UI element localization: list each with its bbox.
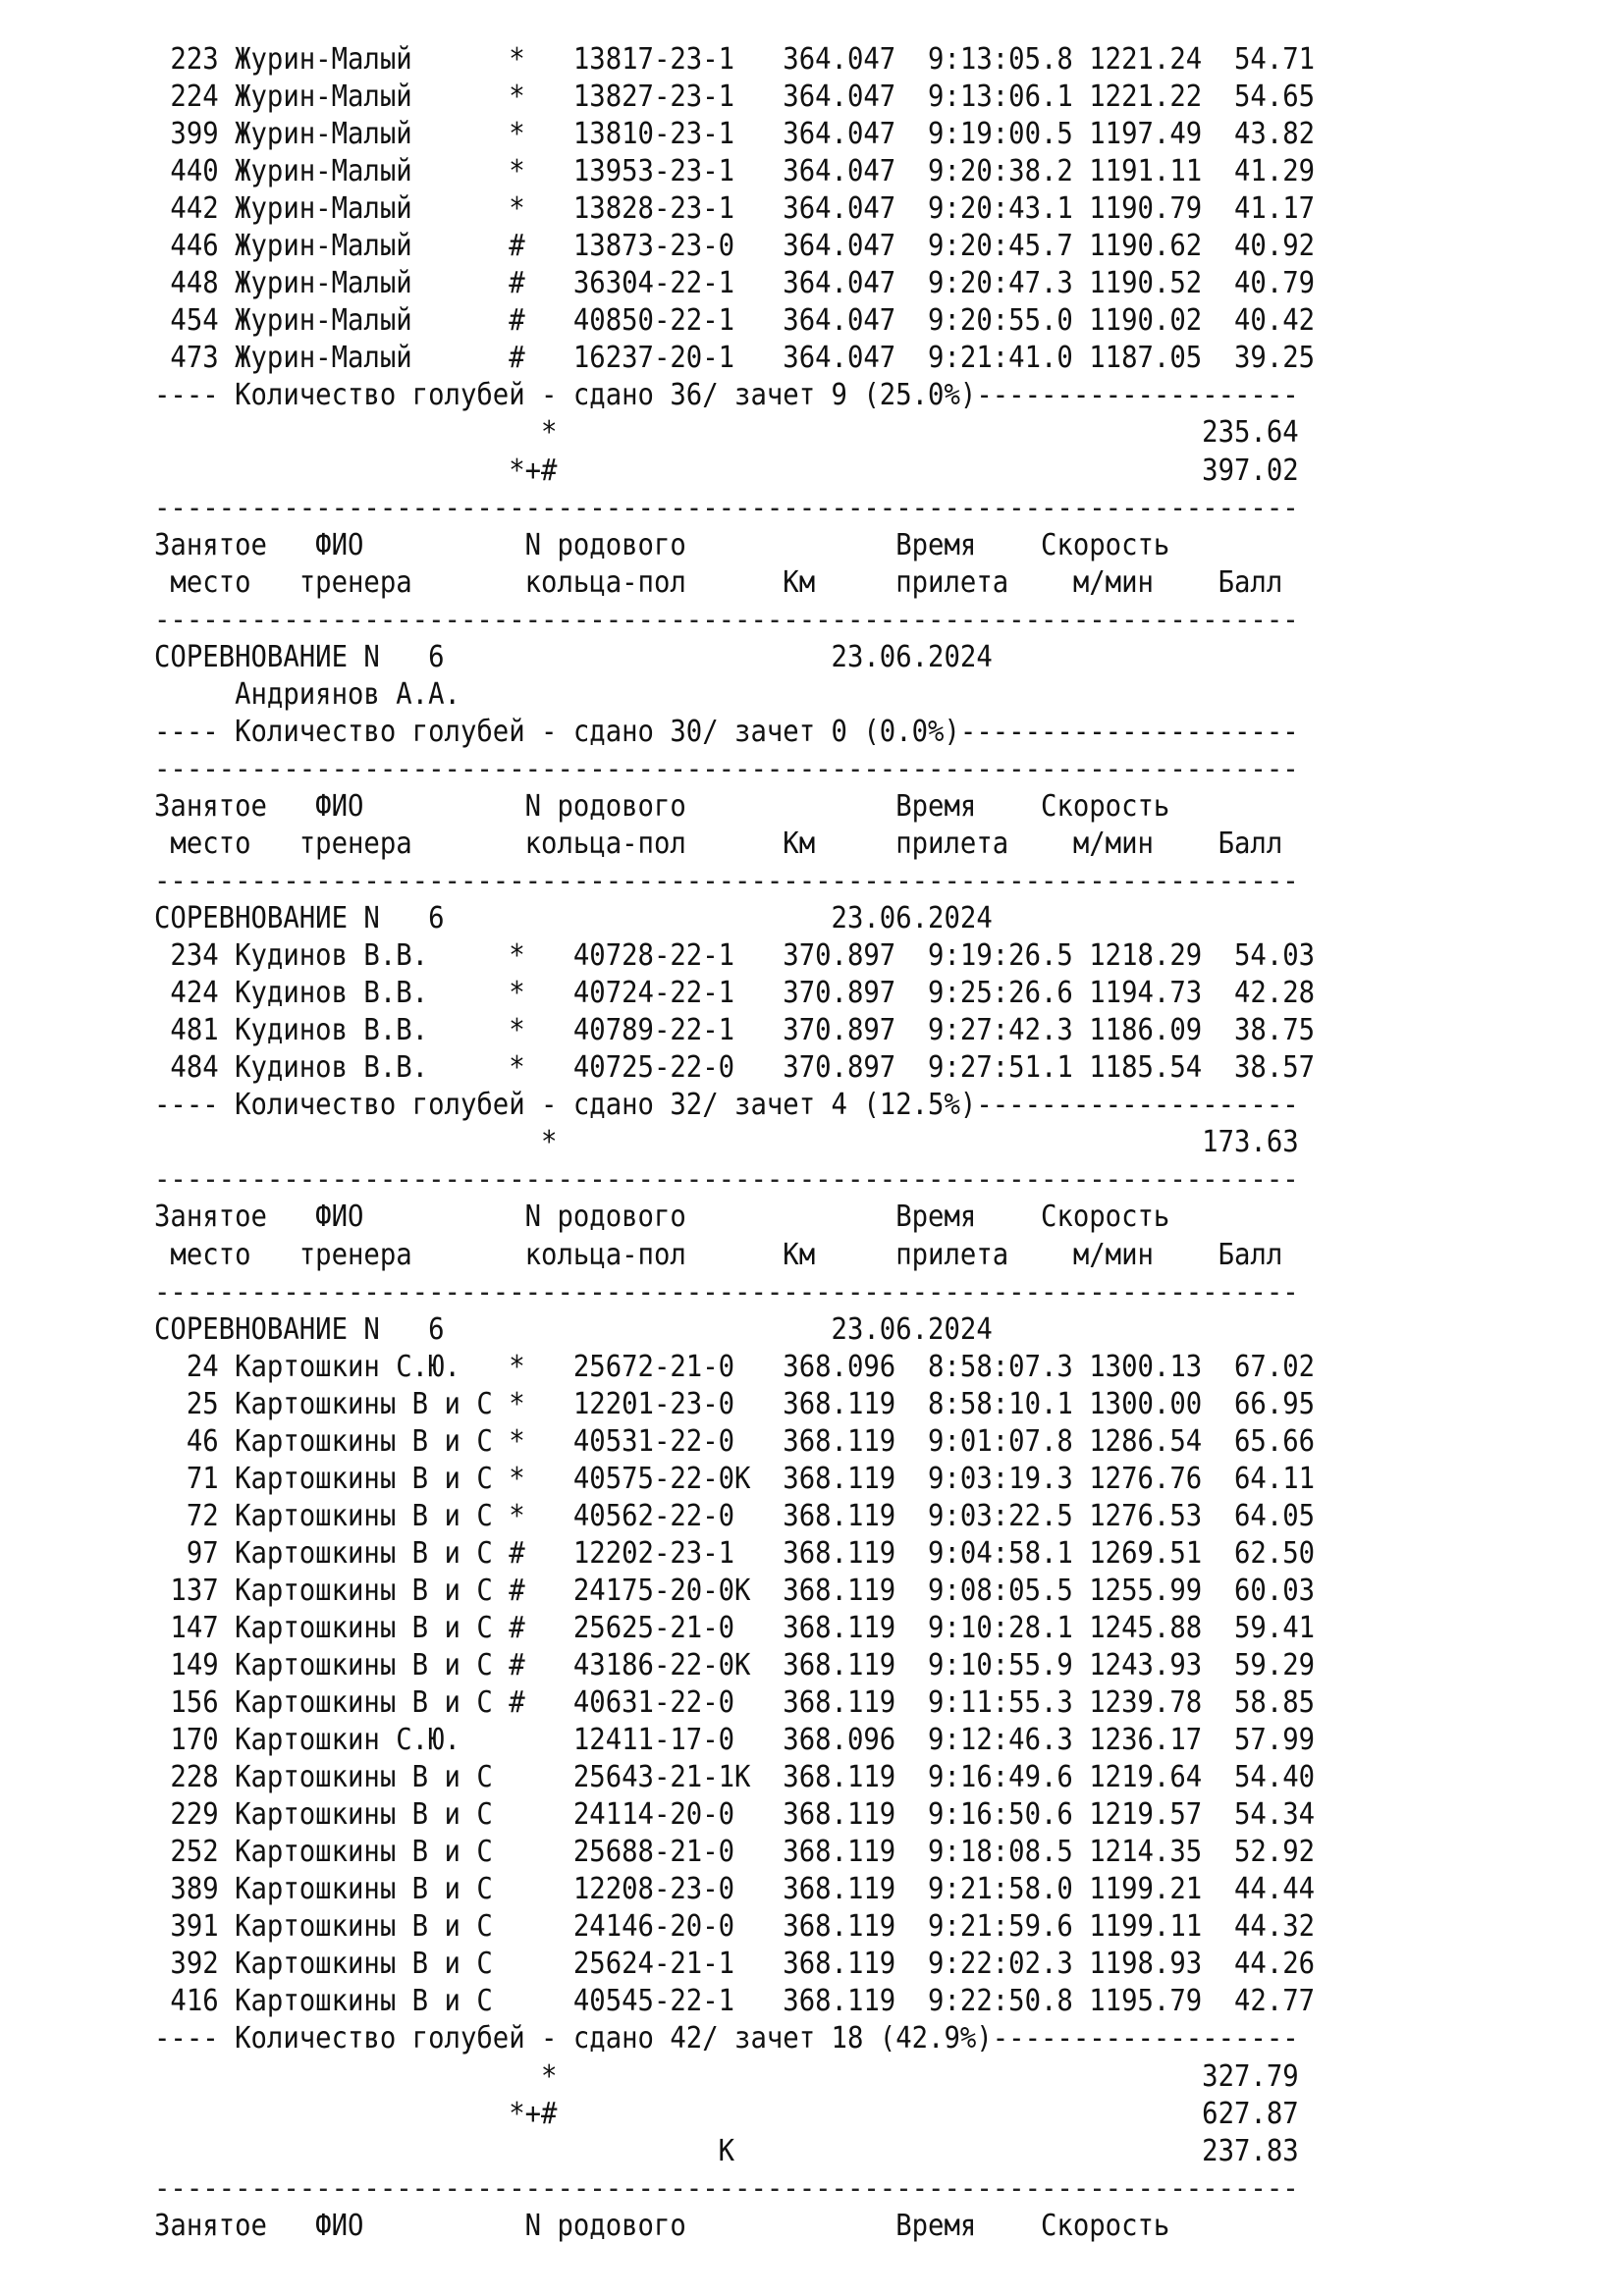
- result-row: 156 Картошкины В и С # 40631-22-0 368.119 9:11:55.3 1239.78 58.85: [154, 1685, 1316, 1721]
- trainer-name: Андриянов А.А.: [154, 676, 460, 712]
- pigeon-count-summary: ---- Количество голубей - сдано 32/ зачет 4 (12.5%)--------------------: [154, 1088, 1299, 1123]
- column-header-line: Занятое ФИО N родового Время Скорость: [154, 2208, 1170, 2243]
- pigeon-count-summary: ---- Количество голубей - сдано 42/ зачет 18 (42.9%)-------------------: [154, 2021, 1299, 2056]
- result-row: 223 Журин-Малый * 13817-23-1 364.047 9:13:05.8 1221.24 54.71: [154, 42, 1316, 77]
- points-total: * 173.63: [154, 1125, 1299, 1160]
- result-row: 24 Картошкин С.Ю. * 25672-21-0 368.096 8:58:07.3 1300.13 67.02: [154, 1349, 1316, 1384]
- result-row: 392 Картошкины В и С 25624-21-1 368.119 9:22:02.3 1198.93 44.26: [154, 1947, 1316, 1982]
- result-row: 442 Журин-Малый * 13828-23-1 364.047 9:20:43.1 1190.79 41.17: [154, 191, 1316, 227]
- competition-title: СОРЕВНОВАНИЕ N 6 23.06.2024: [154, 1311, 993, 1347]
- column-header-line: Занятое ФИО N родового Время Скорость: [154, 527, 1170, 562]
- result-row: 252 Картошкины В и С 25688-21-0 368.119 9:18:08.5 1214.35 52.92: [154, 1835, 1316, 1870]
- result-row: 481 Кудинов В.В. * 40789-22-1 370.897 9:27:42.3 1186.09 38.75: [154, 1013, 1316, 1048]
- result-row: 446 Журин-Малый # 13873-23-0 364.047 9:20:45.7 1190.62 40.92: [154, 229, 1316, 264]
- separator-line: -----------------------------------------------------------------------: [154, 751, 1299, 786]
- result-row: 71 Картошкины В и С * 40575-22-0K 368.119 9:03:19.3 1276.76 64.11: [154, 1461, 1316, 1496]
- column-header-line: Занятое ФИО N родового Время Скорость: [154, 1200, 1170, 1235]
- points-total: *+# 627.87: [154, 2096, 1299, 2131]
- separator-line: -----------------------------------------------------------------------: [154, 2170, 1299, 2206]
- result-row: 399 Журин-Малый * 13810-23-1 364.047 9:19:00.5 1197.49 43.82: [154, 117, 1316, 152]
- points-total: * 327.79: [154, 2058, 1299, 2094]
- points-total: * 235.64: [154, 415, 1299, 451]
- result-row: 97 Картошкины В и С # 12202-23-1 368.119 9:04:58.1 1269.51 62.50: [154, 1535, 1316, 1571]
- result-row: 234 Кудинов В.В. * 40728-22-1 370.897 9:19:26.5 1218.29 54.03: [154, 938, 1316, 974]
- separator-line: -----------------------------------------------------------------------: [154, 1274, 1299, 1309]
- points-total: K 237.83: [154, 2133, 1299, 2168]
- result-row: 229 Картошкины В и С 24114-20-0 368.119 9:16:50.6 1219.57 54.34: [154, 1797, 1316, 1833]
- result-row: 72 Картошкины В и С * 40562-22-0 368.119 9:03:22.5 1276.53 64.05: [154, 1498, 1316, 1533]
- result-row: 389 Картошкины В и С 12208-23-0 368.119 9:21:58.0 1199.21 44.44: [154, 1872, 1316, 1907]
- result-row: 391 Картошкины В и С 24146-20-0 368.119 9:21:59.6 1199.11 44.32: [154, 1909, 1316, 1945]
- column-header-line: место тренера кольца-пол Км прилета м/мин Балл: [154, 564, 1283, 600]
- pigeon-count-summary: ---- Количество голубей - сдано 36/ зачет 9 (25.0%)--------------------: [154, 378, 1299, 413]
- column-header-line: Занятое ФИО N родового Время Скорость: [154, 788, 1170, 824]
- column-header-line: место тренера кольца-пол Км прилета м/мин Балл: [154, 1237, 1283, 1272]
- separator-line: -----------------------------------------------------------------------: [154, 602, 1299, 637]
- result-row: 454 Журин-Малый # 40850-22-1 364.047 9:20:55.0 1190.02 40.42: [154, 303, 1316, 339]
- result-row: 440 Журин-Малый * 13953-23-1 364.047 9:20:38.2 1191.11 41.29: [154, 154, 1316, 189]
- pigeon-count-summary: ---- Количество голубей - сдано 30/ зачет 0 (0.0%)---------------------: [154, 714, 1299, 749]
- result-row: 46 Картошкины В и С * 40531-22-0 368.119 9:01:07.8 1286.54 65.66: [154, 1423, 1316, 1459]
- column-header-line: место тренера кольца-пол Км прилета м/мин Балл: [154, 826, 1283, 861]
- result-row: 170 Картошкин С.Ю. 12411-17-0 368.096 9:12:46.3 1236.17 57.99: [154, 1723, 1316, 1758]
- result-row: 137 Картошкины В и С # 24175-20-0K 368.119 9:08:05.5 1255.99 60.03: [154, 1573, 1316, 1608]
- result-row: 224 Журин-Малый * 13827-23-1 364.047 9:13:06.1 1221.22 54.65: [154, 80, 1316, 115]
- result-row: 473 Журин-Малый # 16237-20-1 364.047 9:21:41.0 1187.05 39.25: [154, 341, 1316, 376]
- points-total: *+# 397.02: [154, 453, 1299, 488]
- result-row: 424 Кудинов В.В. * 40724-22-1 370.897 9:25:26.6 1194.73 42.28: [154, 976, 1316, 1011]
- result-row: 484 Кудинов В.В. * 40725-22-0 370.897 9:27:51.1 1185.54 38.57: [154, 1050, 1316, 1086]
- separator-line: -----------------------------------------------------------------------: [154, 1162, 1299, 1198]
- result-row: 416 Картошкины В и С 40545-22-1 368.119 9:22:50.8 1195.79 42.77: [154, 1984, 1316, 2019]
- result-row: 149 Картошкины В и С # 43186-22-0K 368.119 9:10:55.9 1243.93 59.29: [154, 1648, 1316, 1683]
- result-row: 448 Журин-Малый # 36304-22-1 364.047 9:20:47.3 1190.52 40.79: [154, 266, 1316, 301]
- competition-title: СОРЕВНОВАНИЕ N 6 23.06.2024: [154, 639, 993, 674]
- report-document: [154, 41, 1588, 2245]
- result-row: 228 Картошкины В и С 25643-21-1K 368.119 9:16:49.6 1219.64 54.40: [154, 1760, 1316, 1795]
- separator-line: -----------------------------------------------------------------------: [154, 490, 1299, 525]
- result-row: 147 Картошкины В и С # 25625-21-0 368.119 9:10:28.1 1245.88 59.41: [154, 1610, 1316, 1645]
- separator-line: -----------------------------------------------------------------------: [154, 864, 1299, 899]
- competition-title: СОРЕВНОВАНИЕ N 6 23.06.2024: [154, 901, 993, 936]
- result-row: 25 Картошкины В и С * 12201-23-0 368.119 8:58:10.1 1300.00 66.95: [154, 1386, 1316, 1421]
